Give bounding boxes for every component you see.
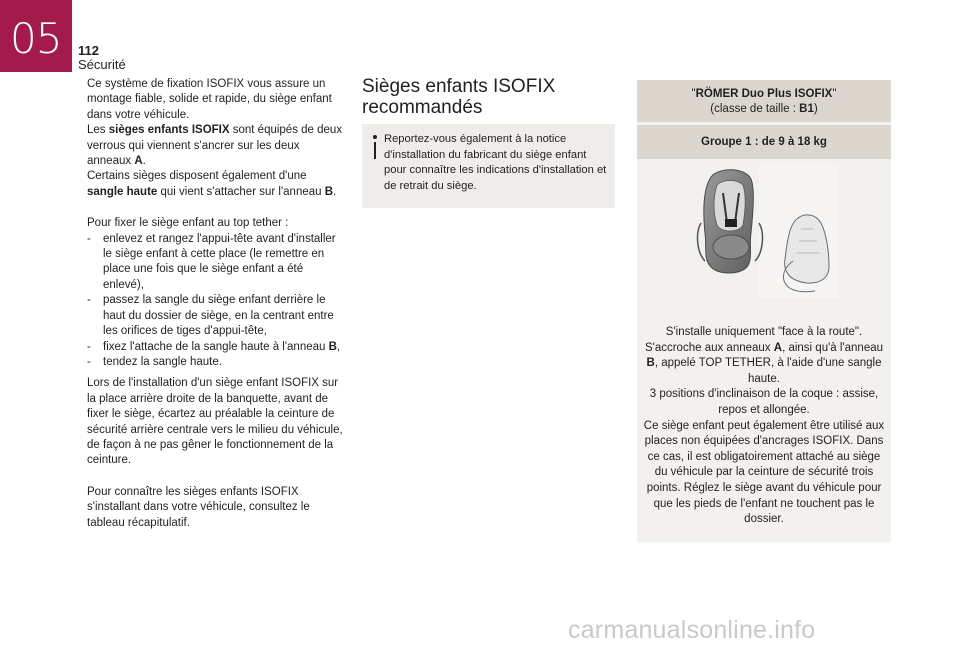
summary-paragraph: Pour connaître les sièges enfants ISOFIX s'installant dans votre véhicule, consultez le tableau récapitulatif.: [87, 485, 310, 529]
size-class: B1: [799, 103, 814, 115]
product-header: "RÖMER Duo Plus ISOFIX" (classe de taille : B1): [637, 80, 891, 122]
info-text: Reportez-vous également à la notice d'installation du fabricant du siège enfant pour connaître les indications d'installation et de retrait du siège.: [384, 133, 607, 192]
info-icon: [370, 134, 380, 160]
tether-steps: [87, 232, 343, 371]
seat-description: S'installe uniquement "face à la route". S'accroche aux anneaux A, ainsi qu'à l'anneau B, appelé TOP TETHER, à l'aide d'une sangle haute. 3 positions d'inclinaison de la coque : assise, repos et allongée. Ce siège enfant peut également être utilisé aux places non équipées d'ancrages ISOFIX. Dans ce cas, il est obligatoirement attaché au siège du véhicule par la ceinture de sécurité trois points. Réglez le siège avant du véhicule pour que les pieds de l'enfant ne touchent pas le dossier.: [643, 326, 885, 526]
info-box: [362, 124, 615, 208]
list-item: - passez la sangle du siège enfant derrière le haut du dossier de siège, en la centrant entre les orifices de tiges d'appui-tête,: [87, 293, 343, 339]
child-seat-illustration: [689, 163, 839, 298]
chapter-tab: [0, 0, 72, 72]
seat-panel: [637, 80, 891, 542]
list-item: - tendez la sangle haute.: [87, 355, 343, 370]
recommended-seats-title: Sièges enfants ISOFIX recommandés: [362, 76, 556, 118]
page-number: 112: [78, 43, 99, 58]
chapter-number: 05: [10, 14, 62, 63]
list-item: - fixez l'attache de la sangle haute à l'anneau B,: [87, 340, 343, 355]
group-label: Groupe 1 : de 9 à 18 kg: [637, 125, 891, 159]
section-title: Sécurité: [78, 57, 126, 72]
left-column: [87, 77, 343, 531]
intro-paragraph: Ce système de fixation ISOFIX vous assure un montage fiable, solide et rapide, du siège enfant dans votre véhicule. Les sièges enfants ISOFIX sont équipés de deux verrous qui viennent s'ancrer sur les deux anneaux A. Certains sièges disposent également d'une sangle haute qui vient s'attacher sur l'anneau B.: [87, 78, 343, 198]
installation-paragraph: Lors de l'installation d'un siège enfant ISOFIX sur la place arrière droite de la banquette, avant de fixer le siège, écartez au préalable la ceinture de sécurité arrière centrale vers le milieu du véhicule, de façon à ne pas gêner le fonctionnement de la ceinture.: [87, 377, 343, 467]
list-item: - enlevez et rangez l'appui-tête avant d'installer le siège enfant à cette place (le remettre en place une fois que le siège enfant a été enlevé),: [87, 232, 343, 294]
watermark: carmanualsonline.info: [568, 616, 816, 644]
tether-intro: Pour fixer le siège enfant au top tether :: [87, 217, 289, 230]
product-name: RÖMER Duo Plus ISOFIX: [695, 88, 833, 100]
